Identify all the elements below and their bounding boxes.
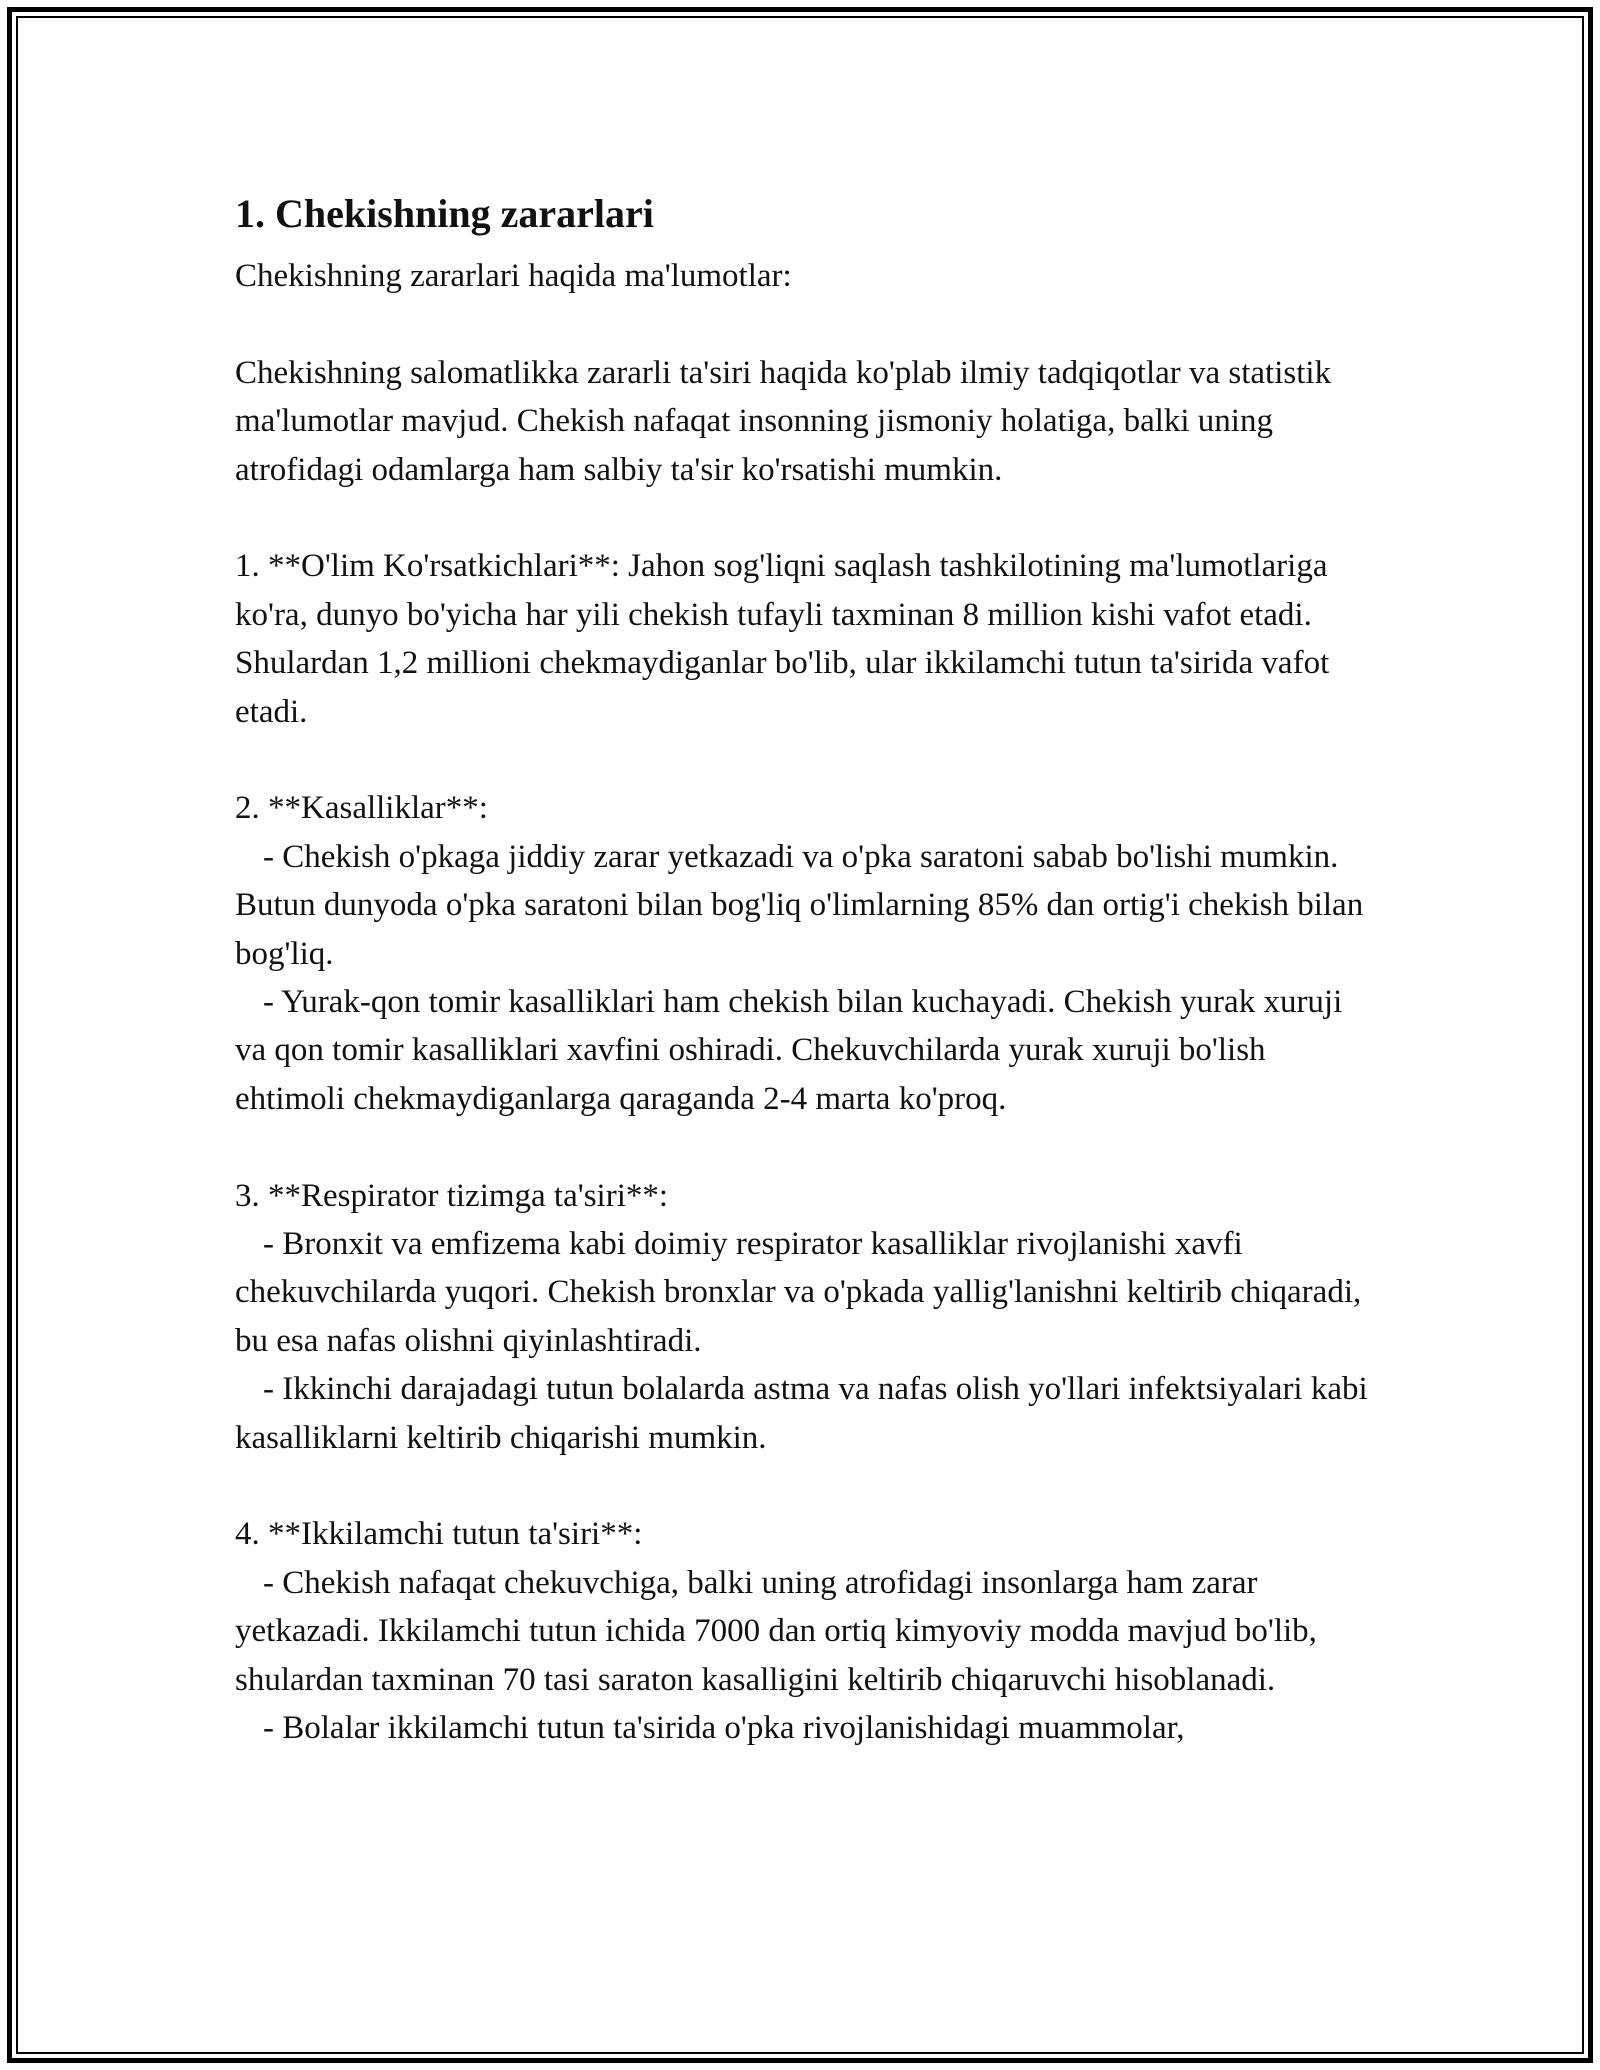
section-secondhand-smoke <box>235 1510 1375 1752</box>
spacer <box>235 736 1375 784</box>
list-item <box>235 1220 1375 1365</box>
section-title: 3. **Respirator tizimga ta'siri**: <box>235 1177 669 1214</box>
spacer <box>235 1123 1375 1171</box>
list-item <box>235 1559 1375 1704</box>
list-item <box>235 1704 1375 1752</box>
intro-text: Chekishning zararlari haqida ma'lumotlar: <box>235 258 792 294</box>
list-item-text: - Chekish o'pkaga jiddiy zarar yetkazadi va o'pka saratoni sabab bo'lishi mumkin. Butun dunyoda o'pka saratoni bilan bog'liq o'limlarning 85% dan ortig'i chekish bilan bog'liq. <box>235 838 1372 972</box>
section-title: 2. **Kasalliklar**: <box>235 790 488 827</box>
spacer <box>235 300 1375 348</box>
spacer <box>235 494 1375 542</box>
page-title: 1. Chekishning zararlari <box>235 191 654 236</box>
list-item <box>235 833 1375 978</box>
section-diseases <box>235 784 1375 1123</box>
section-respiratory <box>235 1172 1375 1462</box>
list-item-text: - Ikkinchi darajadagi tutun bolalarda astma va nafas olish yo'llari infektsiyalari kabi kasalliklarni keltirib chiqarishi mumkin. <box>235 1371 1376 1456</box>
list-item-text: - Bolalar ikkilamchi tutun ta'sirida o'pka rivojlanishidagi muammolar, <box>263 1710 1185 1747</box>
spacer <box>235 1462 1375 1510</box>
list-item <box>235 1365 1375 1462</box>
list-item-text: - Bronxit va emfizema kabi doimiy respirator kasalliklar rivojlanishi xavfi chekuvchilarda yuqori. Chekish bronxlar va o'pkada yallig'lanishni keltirib chiqaradi, bu esa nafas olishni qiyinlashtiradi. <box>235 1226 1370 1359</box>
list-item <box>235 978 1375 1123</box>
list-item-text: - Chekish nafaqat chekuvchiga, balki uning atrofidagi insonlarga ham zarar yetkazadi. Ikkilamchi tutun ichida 7000 dan ortiq kimyoviy modda mavjud bo'lib, shulardan taxminan 70 tasi saraton kasalligini keltirib chiqaruvchi hisoblanadi. <box>235 1564 1326 1698</box>
intro-paragraph: Chekishning salomatlikka zararli ta'siri haqida ko'plab ilmiy tadqiqotlar va statistik ma'lumotlar mavjud. Chekish nafaqat insonning jismoniy holatiga, balki uning atrofidagi odamlarga ham salbiy ta'sir ko'rsatishi mumkin. <box>235 354 1340 488</box>
list-item-text: - Yurak-qon tomir kasalliklari ham chekish bilan kuchayadi. Chekish yurak xuruji va qon tomir kasalliklari xavfini oshiradi. Chekuvchilarda yurak xuruji bo'lish ehtimoli chekmaydiganlarga qaraganda 2-4 marta ko'proq. <box>235 984 1351 1117</box>
document-body <box>235 182 1375 1753</box>
section-title: 1. **O'lim Ko'rsatkichlari**: Jahon sog'liqni saqlash tashkilotining ma'lumotlariga ko'ra, dunyo bo'yicha har yili chekish tufayli taxminan 8 million kishi vafot etadi. Shulardan 1,2 millioni chekmaydiganlar bo'lib, ular ikkilamchi tutun ta'sirida vafot etadi. <box>235 548 1338 730</box>
section-mortality <box>235 542 1375 736</box>
section-title: 4. **Ikkilamchi tutun ta'siri**: <box>235 1516 643 1553</box>
